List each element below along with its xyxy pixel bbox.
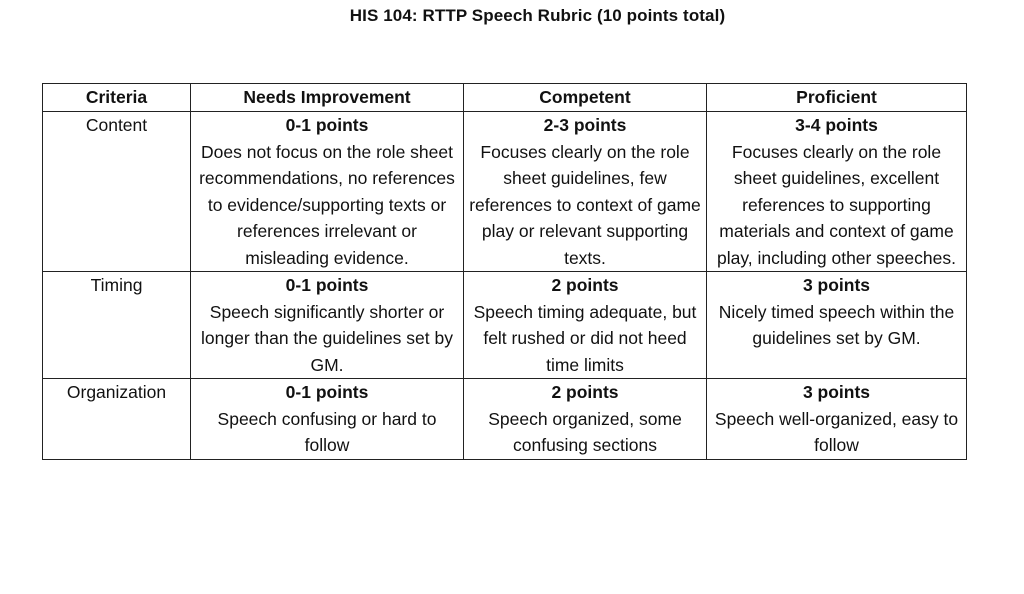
header-needs-improvement: Needs Improvement	[191, 84, 464, 112]
criteria-cell	[43, 112, 191, 272]
points-label: 2-3 points	[543, 115, 627, 135]
header-row	[43, 84, 967, 112]
rubric-cell	[464, 272, 707, 379]
header-proficient: Proficient	[707, 84, 967, 112]
criteria-cell	[43, 272, 191, 379]
rubric-table	[42, 83, 967, 460]
points-label: 0-1 points	[285, 275, 369, 295]
rubric-cell	[191, 379, 464, 460]
criteria-label: Content	[85, 115, 148, 135]
rubric-cell	[464, 379, 707, 460]
header-criteria: Criteria	[43, 84, 191, 112]
cell-description: Speech well-organized, easy to follow	[714, 408, 959, 455]
rubric-cell	[707, 379, 967, 460]
criteria-label: Organization	[66, 382, 167, 402]
cell-description: Speech confusing or hard to follow	[217, 408, 437, 455]
cell-description: Focuses clearly on the role sheet guidelines, few references to context of game play or relevant supporting texts.	[469, 141, 701, 268]
table-row-timing	[43, 272, 967, 379]
cell-description: Speech significantly shorter or longer than the guidelines set by GM.	[201, 301, 453, 375]
table-row-content	[43, 112, 967, 272]
cell-description: Speech organized, some confusing sections	[488, 408, 682, 455]
criteria-label: Timing	[90, 275, 143, 295]
cell-description: Speech timing adequate, but felt rushed or did not heed time limits	[473, 301, 697, 375]
points-label: 3 points	[802, 382, 871, 402]
rubric-cell	[707, 112, 967, 272]
points-label: 2 points	[551, 382, 619, 402]
cell-description: Nicely timed speech within the guidelines set by GM.	[718, 301, 955, 348]
table-row-organization	[43, 379, 967, 460]
points-label: 2 points	[551, 275, 619, 295]
cell-description: Focuses clearly on the role sheet guidelines, excellent references to supporting materials and context of game play, including other speeches.	[717, 141, 956, 268]
points-label: 0-1 points	[285, 115, 369, 135]
criteria-cell	[43, 379, 191, 460]
rubric-cell	[191, 272, 464, 379]
rubric-cell	[464, 112, 707, 272]
rubric-cell	[191, 112, 464, 272]
cell-description: Does not focus on the role sheet recommendations, no references to evidence/supporting texts or references irrelevant or misleading evidence.	[199, 141, 455, 268]
points-label: 0-1 points	[285, 382, 369, 402]
rubric-cell	[707, 272, 967, 379]
points-label: 3-4 points	[795, 115, 878, 135]
header-competent: Competent	[464, 84, 707, 112]
document-title: HIS 104: RTTP Speech Rubric (10 points total)	[349, 6, 726, 25]
points-label: 3 points	[802, 275, 871, 295]
